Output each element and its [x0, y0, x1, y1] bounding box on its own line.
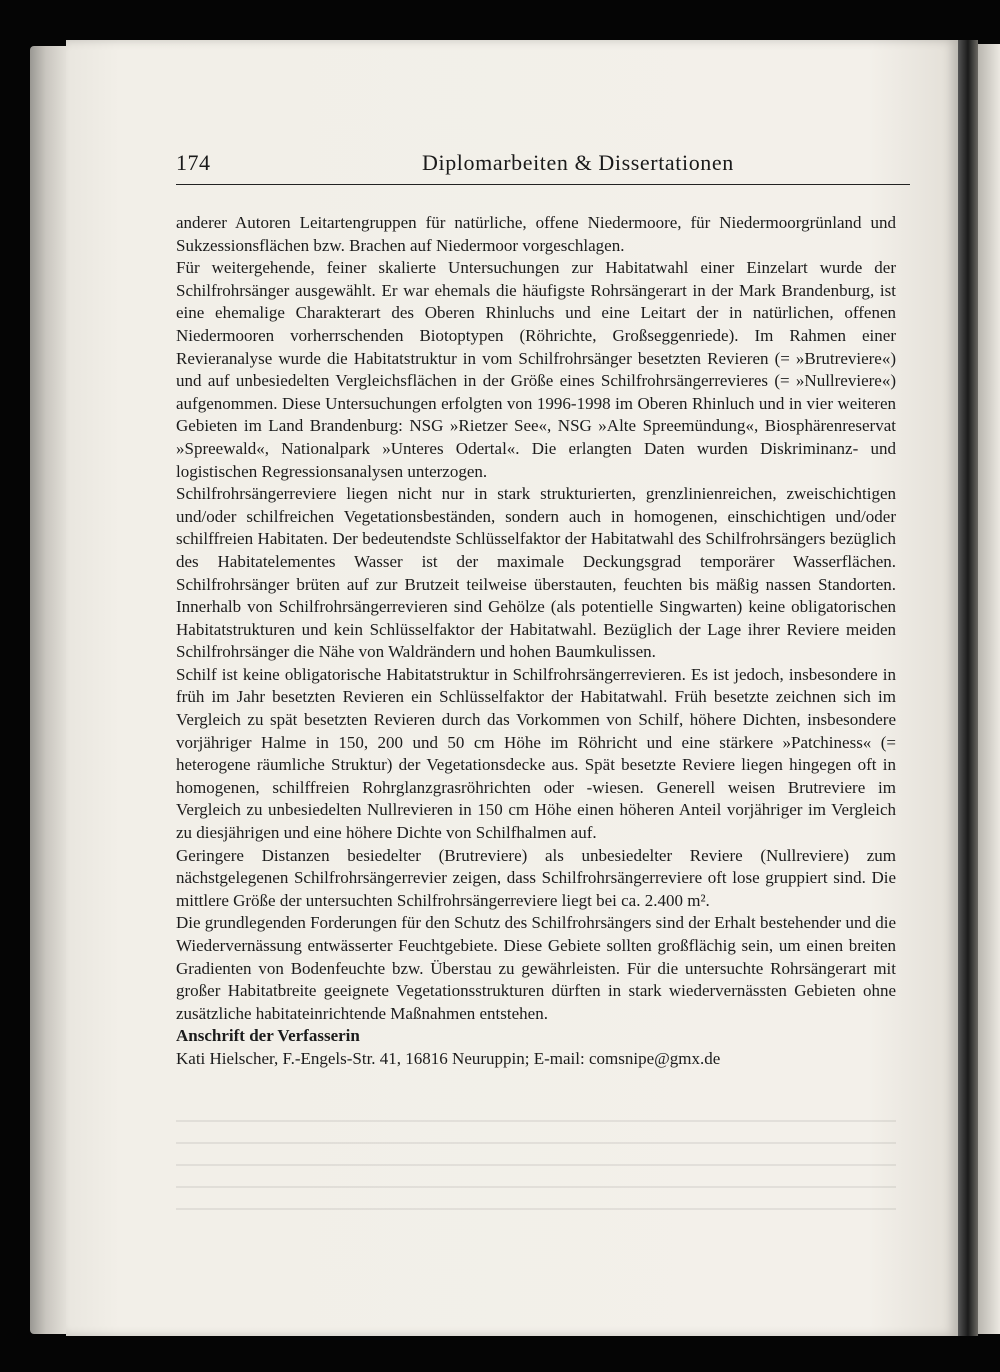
running-title: Diplomarbeiten & Dissertationen	[422, 150, 734, 175]
show-through-text	[176, 1120, 896, 1230]
paragraph-schilf: Schilf ist keine obligatorische Habitatstruktur in Schilfrohrsängerrevieren. Es ist jedoch, insbesondere in früh im Jahr besetzten Revieren ein Schlüsselfaktor der Habitatwahl. Früh besetzte zeichnen sich im Vergleich zu spät besetzten Revieren durch das Vorkommen von Schilf, höhere Dichten, insbesondere vorjähriger Halme in 150, 200 und 50 cm Höhe im Röhricht und eine stärkere »Patchiness« (= heterogene räumliche Struktur) der Vegetationsdecke aus. Spät besetzte Reviere liegen hingegen oft in homogenen, schilffreien Rohrglanzgrasröhrichten oder -wiesen. Generell weisen Brutreviere im Vergleich zu unbesiedelten Nullrevieren in 150 cm Höhe einen höheren Anteil vorjähriger im Vergleich zu diesjährigen und eine höhere Dichte von Schilfhalmen auf.	[176, 664, 896, 843]
author-address: Kati Hielscher, F.-Engels-Str. 41, 16816 Neuruppin; E-mail: comsnipe@gmx.de	[176, 1048, 721, 1068]
body-text	[176, 212, 896, 1071]
paragraph-schutz: Die grundlegenden Forderungen für den Schutz des Schilfrohrsängers sind der Erhalt bestehender und die Wiedervernässung entwässerter Feuchtgebiete. Diese Gebiete sollten großflächig sein, um einen breiten Gradienten von Bodenfeuchte bzw. Überstau zu gewährleisten. Für die untersuchte Rohrsängerart mit großer Habitatbreite geeignete Vegetationsstrukturen dürften in stark wiedervernässten Gebieten ohne zusätzliche habitateinrichtende Maßnahmen entstehen.	[176, 913, 896, 1023]
page-number: 174	[176, 150, 211, 175]
paragraph-distanzen: Geringere Distanzen besiedelter (Brutreviere) als unbesiedelter Reviere (Nullreviere) zum nächstgelegenen Schilfrohrsängerrevier zeigen, dass Schilfrohrsängerreviere oft lose gruppiert sind. Die mittlere Größe der untersuchten Schilfrohrsängerreviere liegt bei ca. 2.400 m².	[176, 845, 896, 910]
page-stack-edge	[30, 46, 70, 1334]
author-address-heading: Anschrift der Verfasserin	[176, 1026, 360, 1046]
paragraph-schilfrohrsaenger-auswahl: Für weitergehende, feiner skalierte Untersuchungen zur Habitatwahl einer Einzelart wurde der Schilfrohrsänger ausgewählt. Er war ehemals die häufigste Rohrsängerart in der Mark Brandenburg, ist eine ehemalige Charakterart des Oberen Rhinluchs und eine Leitart der in natürlichen, offenen Niedermooren vorherrschenden Biotoptypen (Röhrichte, Großseggenriede). Im Rahmen einer Revieranalyse wurde die Habitatstruktur in vom Schilfrohrsänger besetzten Revieren (= »Brutreviere«) und auf unbesiedelten Vergleichsflächen in der Größe eines Schilfrohrsängerrevieres (= »Nullreviere«) aufgenommen. Diese Untersuchungen erfolgten von 1996-1998 im Oberen Rhinluch und in vier weiteren Gebieten im Land Brandenburg: NSG »Rietzer See«, NSG »Alte Spreemündung«, Biosphärenreservat »Spreewald«, Nationalpark »Unteres Odertal«. Die erlangten Daten wurden Diskriminanz- und logistischen Regressionsanalysen unterzogen.	[176, 258, 896, 481]
paragraph-leitartengruppen: anderer Autoren Leitartengruppen für natürliche, offene Niedermoore, für Niedermoorgrünland und Sukzessionsflächen bzw. Brachen auf Niedermoor vorgeschlagen.	[176, 213, 896, 255]
book-gutter	[958, 40, 978, 1336]
facing-page-edge	[978, 44, 1000, 1334]
running-header	[176, 150, 910, 185]
paragraph-habitatstruktur: Schilfrohrsängerreviere liegen nicht nur in stark strukturierten, grenzlinienreichen, zweischichtigen und/oder schilfreichen Vegetationsbeständen, sondern auch in homogenen, einschichtigen und/oder schilffreien Habitaten. Der bedeutendste Schlüsselfaktor der Habitatwahl des Schilfrohrsängers bezüglich des Habitatelementes Wasser ist der maximale Deckungsgrad temporärer Wasserflächen. Schilfrohrsänger brüten auf zur Brutzeit teilweise überstauten, feuchten bis mäßig nassen Standorten. Innerhalb von Schilfrohrsängerrevieren sind Gehölze (als potentielle Singwarten) keine obligatorischen Habitatstrukturen und kein Schlüsselfaktor der Habitatwahl. Bezüglich der Lage ihrer Reviere meiden Schilfrohrsänger die Nähe von Waldrändern und hohen Baumkulissen.	[176, 484, 896, 662]
